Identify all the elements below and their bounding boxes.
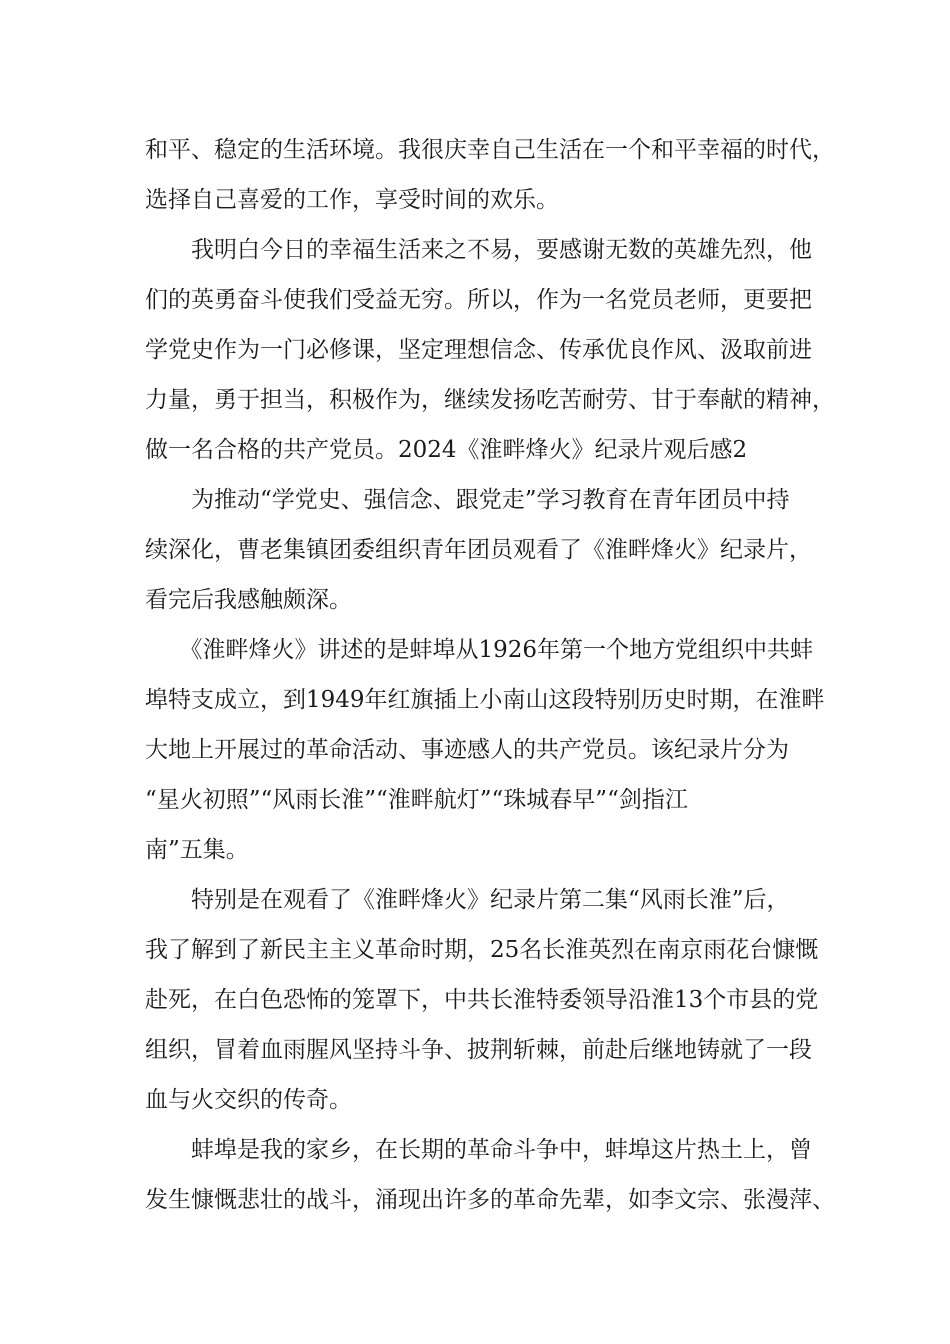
text-line: 力量，勇于担当，积极作为，继续发扬吃苦耐劳、甘于奉献的精神， — [145, 387, 835, 413]
text-line: 大地上开展过的革命活动、事迹感人的共产党员。该纪录片分为 — [145, 737, 789, 763]
text-line: 学党史作为一门必修课，坚定理想信念、传承优良作风、汲取前进 — [145, 337, 812, 363]
text-line: 南”五集。 — [145, 837, 249, 863]
text-line: 发生慷慨悲壮的战斗，涌现出许多的革命先辈，如李文宗、张漫萍、 — [145, 1187, 835, 1213]
text-line: 埠特支成立，到1949年红旗插上小南山这段特别历史时期，在淮畔 — [145, 687, 825, 713]
document-body — [145, 125, 835, 1225]
text-line: 血与火交织的传奇。 — [145, 1087, 352, 1113]
text-line: 我了解到了新民主主义革命时期，25名长淮英烈在南京雨花台慷慨 — [145, 937, 819, 963]
text-line: 组织，冒着血雨腥风坚持斗争、披荆斩棘，前赴后继地铸就了一段 — [145, 1037, 812, 1063]
text-line: 赴死，在白色恐怖的笼罩下，中共长淮特委领导沿淮13个市县的党 — [145, 987, 819, 1013]
text-line: 蚌埠是我的家乡，在长期的革命斗争中，蚌埠这片热土上，曾 — [145, 1137, 812, 1163]
text-line: 《淮畔烽火》讲述的是蚌埠从1926年第一个地方党组织中共蚌 — [145, 637, 814, 663]
text-line: 我明白今日的幸福生活来之不易，要感谢无数的英雄先烈，他 — [145, 237, 812, 263]
text-line: 选择自己喜爱的工作，享受时间的欢乐。 — [145, 187, 559, 213]
text-line: 为推动“学党史、强信念、跟党走”学习教育在青年团员中持 — [145, 487, 790, 513]
text-line: 做一名合格的共产党员。2024《淮畔烽火》纪录片观后感2 — [145, 437, 748, 463]
text-line: 们的英勇奋斗使我们受益无穷。所以，作为一名党员老师，更要把 — [145, 287, 812, 313]
text-line: 特别是在观看了《淮畔烽火》纪录片第二集“风雨长淮”后， — [145, 887, 790, 913]
text-line: 看完后我感触颇深。 — [145, 587, 352, 613]
text-line: 和平、稳定的生活环境。我很庆幸自己生活在一个和平幸福的时代， — [145, 137, 835, 163]
text-line: 续深化，曹老集镇团委组织青年团员观看了《淮畔烽火》纪录片， — [145, 537, 812, 563]
text-line: “星火初照”“风雨长淮”“淮畔航灯”“珠城春早”“剑指江 — [145, 787, 688, 813]
